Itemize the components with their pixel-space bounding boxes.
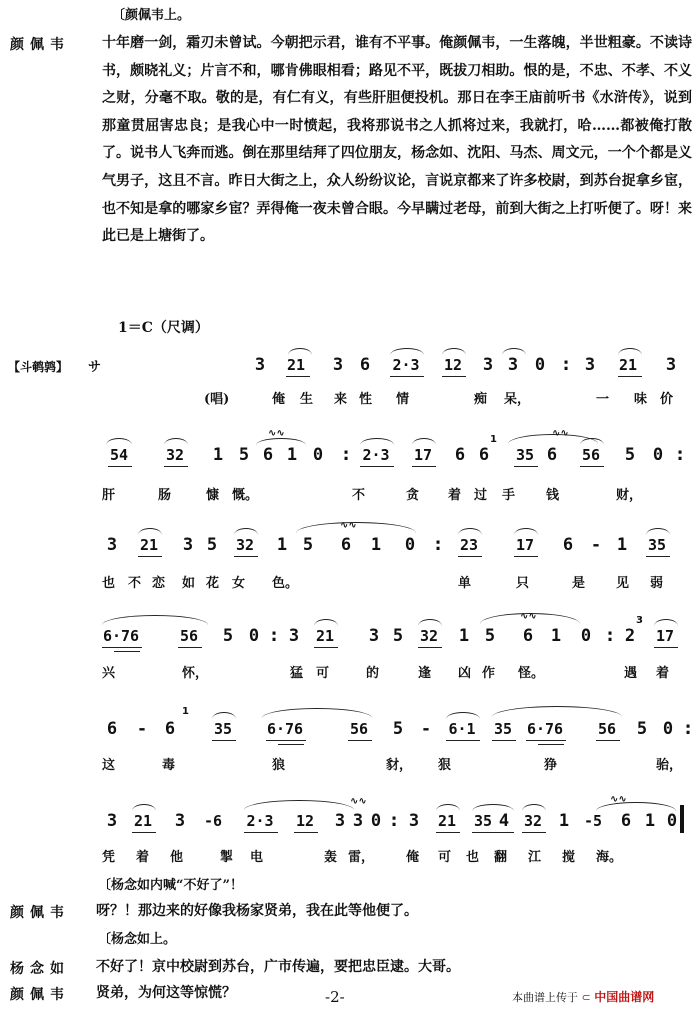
- note: 3: [584, 355, 596, 375]
- note: 1: [458, 626, 470, 646]
- lyric-syllable: 毒: [162, 758, 176, 773]
- lyric-syllable: 色。: [272, 576, 299, 591]
- lyric-syllable: 豺，: [386, 758, 413, 773]
- note: 17: [515, 536, 535, 554]
- note: 3: [334, 811, 346, 831]
- lyric-syllable: 猛: [290, 666, 304, 681]
- beam-line: [538, 744, 564, 745]
- lyrics-line-1: [6, 388, 694, 410]
- note: 0: [248, 626, 260, 646]
- lyric-syllable: 着: [448, 488, 462, 503]
- lyric-syllable: 肠: [158, 488, 172, 503]
- note: 6: [340, 535, 352, 555]
- note: 5: [636, 719, 648, 739]
- lyric-syllable: 这: [102, 758, 116, 773]
- note: 32: [235, 536, 255, 554]
- lyric-syllable: 骀，: [656, 758, 683, 773]
- beam-line: [132, 832, 156, 833]
- note: 3: [352, 811, 364, 831]
- slur-mark: [646, 528, 670, 535]
- lyric-syllable: 狼: [272, 758, 286, 773]
- beam-line: [178, 647, 202, 648]
- slur-mark: [514, 528, 538, 535]
- lyric-syllable: 单: [458, 576, 472, 591]
- slur-mark: [390, 348, 424, 355]
- repeat-dots: :: [342, 445, 350, 465]
- source-logo: 中国曲谱网: [594, 990, 655, 1004]
- note: 2·3: [392, 356, 420, 374]
- note: -5: [583, 812, 603, 830]
- lyrics-line-2: [6, 484, 694, 506]
- slur-mark: [102, 615, 208, 625]
- lyric-syllable: 是: [572, 576, 586, 591]
- lyric-syllable: 弱: [650, 576, 664, 591]
- note: 21: [133, 812, 153, 830]
- lyric-syllable: 贪: [406, 488, 420, 503]
- repeat-dots: :: [390, 811, 398, 831]
- slur-mark: [596, 802, 676, 811]
- note: 17: [413, 446, 433, 464]
- note: 56: [349, 720, 369, 738]
- slur-mark: [244, 800, 354, 810]
- trill-mark: ∿∿: [350, 796, 367, 807]
- lyric-syllable: 着: [136, 850, 150, 865]
- beam-line: [618, 376, 642, 377]
- beam-line: [418, 647, 442, 648]
- note: -: [590, 535, 602, 555]
- beam-line: [446, 740, 480, 741]
- slur-mark: [288, 348, 312, 355]
- note: 3: [332, 355, 344, 375]
- lyric-syllable: 遇: [624, 666, 638, 681]
- speaker-label: 颜佩韦: [10, 37, 70, 53]
- lyric-syllable: 俺: [406, 850, 420, 865]
- note: 6: [522, 626, 534, 646]
- notation-line-6: [6, 794, 694, 840]
- beam-line: [314, 647, 338, 648]
- slur-mark: [138, 528, 162, 535]
- lyric-syllable: 痴: [474, 392, 488, 407]
- lyric-syllable: 轰: [324, 850, 338, 865]
- note: -: [420, 719, 432, 739]
- note: 35: [213, 720, 233, 738]
- note: 35: [473, 812, 493, 830]
- beam-line: [244, 832, 278, 833]
- note: 6: [478, 445, 490, 465]
- source-watermark: [512, 988, 654, 1005]
- lyric-syllable: 来: [334, 392, 348, 407]
- lyric-syllable: 逢: [418, 666, 432, 681]
- note: 1: [558, 811, 570, 831]
- lyric-syllable: 财，: [616, 488, 643, 503]
- slur-mark: [580, 438, 604, 445]
- note: 35: [515, 446, 535, 464]
- slur-mark: [654, 619, 678, 626]
- lyric-syllable: 慨。: [232, 488, 259, 503]
- note: 3: [106, 811, 118, 831]
- slur-mark: [618, 348, 642, 355]
- note: 3: [368, 626, 380, 646]
- trill-mark: ∿∿: [610, 794, 627, 805]
- note: 56: [581, 446, 601, 464]
- note: 6: [164, 719, 176, 739]
- lyrics-line-3: [6, 572, 694, 594]
- lyric-syllable: 手: [502, 488, 516, 503]
- beam-line: [522, 832, 546, 833]
- beam-line: [654, 647, 678, 648]
- note: 1: [276, 535, 288, 555]
- beam-line: [102, 647, 142, 648]
- lyric-syllable: 的: [366, 666, 380, 681]
- slur-mark: [458, 528, 482, 535]
- note: 0: [370, 811, 382, 831]
- note: 6·76: [102, 627, 140, 645]
- lyric-syllable: 钱: [546, 488, 560, 503]
- lyric-syllable: 狰: [544, 758, 558, 773]
- site-logo-icon: ⊂: [581, 991, 591, 1004]
- beam-line: [138, 556, 162, 557]
- note: 2: [624, 626, 636, 646]
- note: 3: [408, 811, 420, 831]
- lyric-syllable: 见: [616, 576, 630, 591]
- note: 6: [262, 445, 274, 465]
- note: 54: [109, 446, 129, 464]
- tune-name-label: 【斗鹌鹑】: [8, 360, 69, 374]
- beam-line: [526, 740, 566, 741]
- note: 32: [523, 812, 543, 830]
- beam-line: [164, 466, 188, 467]
- note: 0: [652, 445, 664, 465]
- beam-line: [514, 466, 538, 467]
- note: 3: [174, 811, 186, 831]
- key-signature: 1＝C（尺调）: [118, 320, 209, 336]
- beam-line: [108, 466, 132, 467]
- lyric-syllable: 可: [316, 666, 330, 681]
- grace-note: 1: [182, 706, 189, 717]
- note: 5: [392, 626, 404, 646]
- notation-line-2: [6, 428, 694, 474]
- note: 1: [616, 535, 628, 555]
- note: 3: [254, 355, 266, 375]
- note: 0: [312, 445, 324, 465]
- note: 12: [295, 812, 315, 830]
- lyric-syllable: 情: [396, 392, 410, 407]
- speaker-label: 杨念如: [10, 961, 70, 977]
- lyric-syllable: 可: [438, 850, 452, 865]
- note: -6: [203, 812, 223, 830]
- note: 6·76: [526, 720, 564, 738]
- note: 32: [419, 627, 439, 645]
- stage-direction-entry: 〔杨念如上。: [98, 932, 177, 947]
- note: 5: [302, 535, 314, 555]
- lyric-syllable: 生: [300, 392, 314, 407]
- note: 1: [370, 535, 382, 555]
- slur-mark: [442, 348, 466, 355]
- note: 1: [212, 445, 224, 465]
- note: 3: [182, 535, 194, 555]
- lyric-syllable: 不: [352, 488, 366, 503]
- notation-line-4: [6, 611, 694, 655]
- note: 2·3: [246, 812, 274, 830]
- notation-line-3: [6, 520, 694, 564]
- lyric-syllable: 作: [482, 666, 496, 681]
- beam-line: [472, 832, 514, 833]
- lyric-syllable: 怀，: [182, 666, 209, 681]
- lyric-syllable: 怪。: [518, 666, 545, 681]
- beam-line: [286, 376, 310, 377]
- spoken-passage: 十年磨一剑，霜刃未曾试。今朝把示君，谁有不平事。俺颜佩韦，一生落魄，半世粗豪。不读诗书，颇晓礼义；片言不和，哪肯佛眼相看；路见不平，既拔刀相助。恨的是，不忠、不孝、不义之财，分毫不取。敬的是，有仁有义，有些肝胆便投机。那日在李王庙前听书《水浒传》，说到那童贯屈害忠良；是我心中一时愤起，我将那说书之人抓将过来，我就打，哈……都被俺打散了。说书人飞奔而逃。倒在那里结拜了四位朋友，杨念如、沈阳、马杰、周文元，一个个都是义气男子，这且不言。昨日大街之上，众人纷纷议论，言说京都来了许多校尉，到苏台捉拿乡宦，也不知是拿的哪家乡宦？弄得俺一夜未曾合眼。今早瞒过老母，前到大街之上打听便了。呀！来此已是上塘街了。: [102, 35, 692, 245]
- note: 35: [493, 720, 513, 738]
- source-note: 本曲谱上传于: [512, 991, 578, 1004]
- lyric-syllable: 过: [474, 488, 488, 503]
- note: 3: [507, 355, 519, 375]
- note: 3: [482, 355, 494, 375]
- slur-mark: [492, 706, 622, 717]
- beam-line: [114, 651, 140, 652]
- note: -: [136, 719, 148, 739]
- slur-mark: [502, 348, 526, 355]
- final-barline: [680, 805, 684, 833]
- lyric-syllable: 海。: [596, 850, 623, 865]
- trill-mark: ∿∿: [340, 520, 357, 531]
- lyric-syllable: 雷，: [348, 850, 375, 865]
- note: 21: [437, 812, 457, 830]
- lyric-syllable: 不: [128, 576, 142, 591]
- lyric-syllable: 慷: [206, 488, 220, 503]
- lyric-syllable: 俺: [272, 392, 286, 407]
- lyric-syllable: 凭: [102, 850, 116, 865]
- note: 17: [655, 627, 675, 645]
- lyric-syllable: 恋: [152, 576, 166, 591]
- repeat-dots: :: [684, 719, 692, 739]
- slur-mark: [132, 804, 156, 811]
- speaker-label: 颜佩韦: [10, 905, 70, 921]
- beam-line: [458, 556, 482, 557]
- lyrics-line-5: [6, 754, 694, 776]
- lyric-syllable: 也: [466, 850, 480, 865]
- beam-line: [596, 740, 620, 741]
- lyric-syllable: 翻: [494, 850, 508, 865]
- note: 6·76: [266, 720, 304, 738]
- lyric-syllable: 掣: [220, 850, 234, 865]
- lyric-syllable: 如: [182, 576, 196, 591]
- note: 21: [286, 356, 306, 374]
- note: 6·1: [448, 720, 476, 738]
- beam-line: [436, 832, 460, 833]
- note: 56: [597, 720, 617, 738]
- beam-line: [514, 556, 538, 557]
- slur-mark: [412, 438, 436, 445]
- lyrics-line-6: [6, 846, 694, 868]
- stage-direction-offstage-cry: 〔杨念如内喊“不好了”！: [98, 878, 243, 893]
- spoken-line: 贤弟，为何这等惊慌？: [96, 985, 236, 1001]
- slur-mark: [164, 438, 188, 445]
- note: 6: [454, 445, 466, 465]
- repeat-dots: :: [676, 445, 684, 465]
- beam-line: [212, 740, 236, 741]
- lyric-syllable: 他: [170, 850, 184, 865]
- grace-note: 3: [636, 615, 643, 626]
- note: 6: [106, 719, 118, 739]
- beam-line: [348, 740, 372, 741]
- trill-mark: ∿∿: [268, 428, 285, 439]
- note: 35: [647, 536, 667, 554]
- beam-line: [492, 740, 516, 741]
- note: 3: [665, 355, 677, 375]
- note: 0: [666, 811, 678, 831]
- repeat-dots: :: [562, 355, 570, 375]
- note: 5: [238, 445, 250, 465]
- lyric-syllable: 性: [359, 392, 373, 407]
- spoken-line: 不好了！京中校尉到苏台，广市传遍，要把忠臣逮。大哥。: [96, 959, 460, 975]
- lyric-syllable: 只: [516, 576, 530, 591]
- beam-line: [580, 466, 604, 467]
- note: 4: [498, 811, 510, 831]
- note: 6: [546, 445, 558, 465]
- note: 6: [620, 811, 632, 831]
- speaker-label: 颜佩韦: [10, 987, 70, 1003]
- lyric-syllable: 一: [596, 392, 610, 407]
- lyric-syllable: 女: [232, 576, 246, 591]
- note: 1: [286, 445, 298, 465]
- slur-mark: [262, 708, 372, 718]
- beam-line: [234, 556, 258, 557]
- note: 3: [288, 626, 300, 646]
- beam-line: [646, 556, 670, 557]
- beam-line: [442, 376, 466, 377]
- lyric-syllable: 搅: [562, 850, 576, 865]
- note: 0: [580, 626, 592, 646]
- grace-note: 1: [490, 434, 497, 445]
- slur-mark: [360, 438, 394, 445]
- note: 56: [179, 627, 199, 645]
- lyric-syllable: 肝: [102, 488, 116, 503]
- slur-mark: [522, 804, 546, 811]
- note: 2·3: [362, 446, 390, 464]
- slur-mark: [234, 528, 258, 535]
- slur-mark: [436, 804, 460, 811]
- note: 21: [618, 356, 638, 374]
- lyrics-line-4: [6, 662, 694, 684]
- lyric-syllable: 电: [250, 850, 264, 865]
- note: 6: [359, 355, 371, 375]
- trill-mark: ∿∿: [520, 611, 537, 622]
- note: 1: [550, 626, 562, 646]
- note: 5: [222, 626, 234, 646]
- beam-line: [266, 740, 306, 741]
- note: 23: [459, 536, 479, 554]
- page-number: -2-: [325, 988, 345, 1006]
- slur-mark: [314, 619, 338, 626]
- lyric-syllable: 味: [634, 392, 648, 407]
- note: 12: [443, 356, 463, 374]
- notation-line-1: [6, 354, 694, 384]
- beam-line: [278, 744, 304, 745]
- repeat-dots: :: [606, 626, 614, 646]
- slur-mark: [212, 712, 236, 719]
- stage-direction-entry: 〔颜佩韦上。: [112, 8, 191, 23]
- note: 0: [534, 355, 546, 375]
- spoken-line: 呀？！那边来的好像我杨家贤弟，我在此等他便了。: [96, 903, 418, 919]
- slur-mark: [106, 438, 132, 445]
- note: 0: [662, 719, 674, 739]
- note: 6: [562, 535, 574, 555]
- beam-line: [412, 466, 436, 467]
- note: 5: [624, 445, 636, 465]
- lyric-syllable: 兴: [102, 666, 116, 681]
- beam-line: [294, 832, 318, 833]
- repeat-dots: :: [270, 626, 278, 646]
- lyric-syllable: 也: [102, 576, 116, 591]
- lyric-syllable: 花: [206, 576, 220, 591]
- note: 3: [106, 535, 118, 555]
- beam-line: [360, 466, 394, 467]
- lyric-syllable: 着: [656, 666, 670, 681]
- note: 32: [165, 446, 185, 464]
- note: 21: [139, 536, 159, 554]
- slur-mark: [446, 712, 480, 719]
- trill-mark: ∿∿: [552, 428, 569, 439]
- note: 0: [404, 535, 416, 555]
- lyric-syllable: 狠: [438, 758, 452, 773]
- beam-line: [390, 376, 424, 377]
- lyric-syllable: 凶: [458, 666, 472, 681]
- slur-mark: [256, 438, 306, 445]
- slur-mark: [472, 804, 514, 811]
- slur-mark: [418, 619, 442, 626]
- free-meter-mark: サ: [88, 360, 102, 375]
- repeat-dots: :: [434, 535, 442, 555]
- lyric-syllable: 江: [528, 850, 542, 865]
- notation-line-5: [6, 706, 694, 748]
- lyric-syllable: 呆，: [504, 392, 531, 407]
- note: 1: [644, 811, 656, 831]
- note: 5: [484, 626, 496, 646]
- note: 21: [315, 627, 335, 645]
- sing-mark: (唱): [204, 392, 230, 407]
- note: 5: [392, 719, 404, 739]
- note: 5: [206, 535, 218, 555]
- lyric-syllable: 价: [660, 392, 674, 407]
